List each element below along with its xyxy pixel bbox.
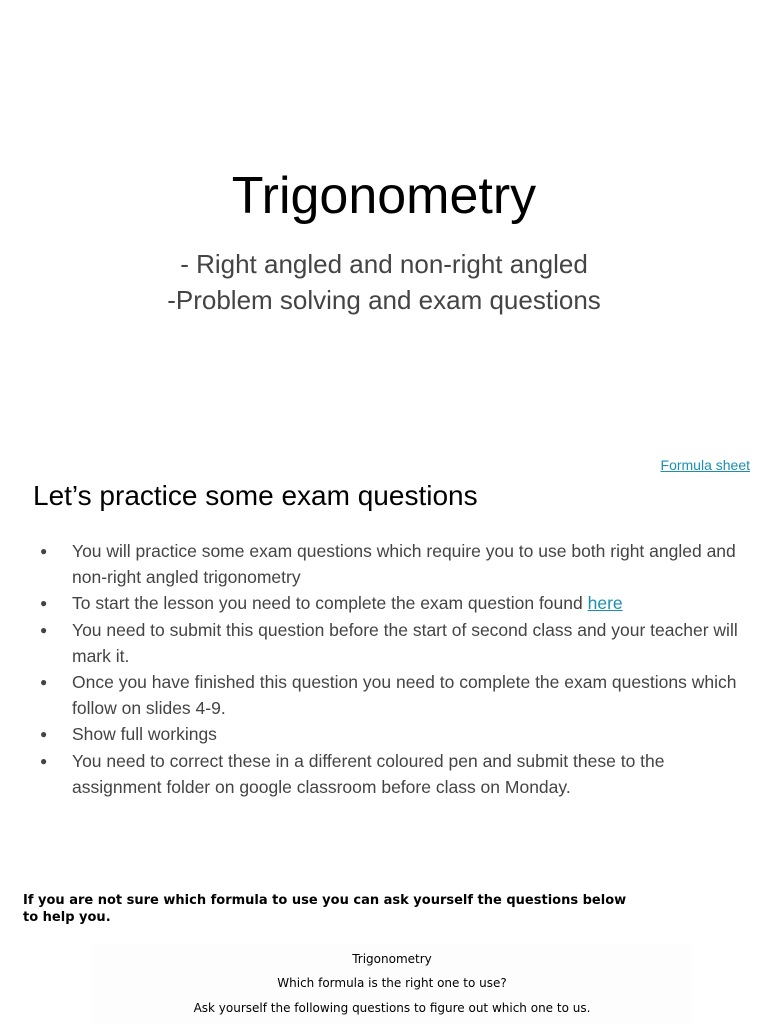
list-item: ● To start the lesson you need to complete the exam question found here <box>40 590 740 616</box>
list-item: ● Show full workings <box>40 721 740 747</box>
title-slide <box>0 0 768 440</box>
list-item: ● You need to submit this question before the start of second class and your teacher will mark it. <box>40 617 740 669</box>
formula-sheet-link[interactable]: Formula sheet <box>660 457 750 473</box>
box-title: Trigonometry <box>352 952 432 966</box>
subtitle-line-1: - Right angled and non-right angled <box>180 249 588 279</box>
list-item: ● Once you have finished this question you need to complete the exam questions which follow on slides 4-9. <box>40 669 740 721</box>
exam-questions-slide <box>0 440 768 860</box>
instruction-list <box>40 538 740 800</box>
subtitle-line-2: -Problem solving and exam questions <box>167 285 601 315</box>
slide-title: Trigonometry <box>231 167 537 225</box>
here-link[interactable]: here <box>587 593 623 614</box>
list-item: ● You need to correct these in a different coloured pen and submit these to the assignment folder on google classroom before class on Monday. <box>40 748 740 800</box>
box-instruction: Ask yourself the following questions to figure out which one to us. <box>193 1001 591 1015</box>
box-question: Which formula is the right one to use? <box>277 976 507 990</box>
slide-heading: Let’s practice some exam questions <box>33 480 478 511</box>
list-item: ● You will practice some exam questions which require you to use both right angled and non-right angled trigonometry <box>40 538 740 590</box>
formula-question-box <box>92 944 692 1024</box>
formula-help-intro: If you are not sure which formula to use you can ask yourself the questions below to help you. <box>23 893 627 925</box>
